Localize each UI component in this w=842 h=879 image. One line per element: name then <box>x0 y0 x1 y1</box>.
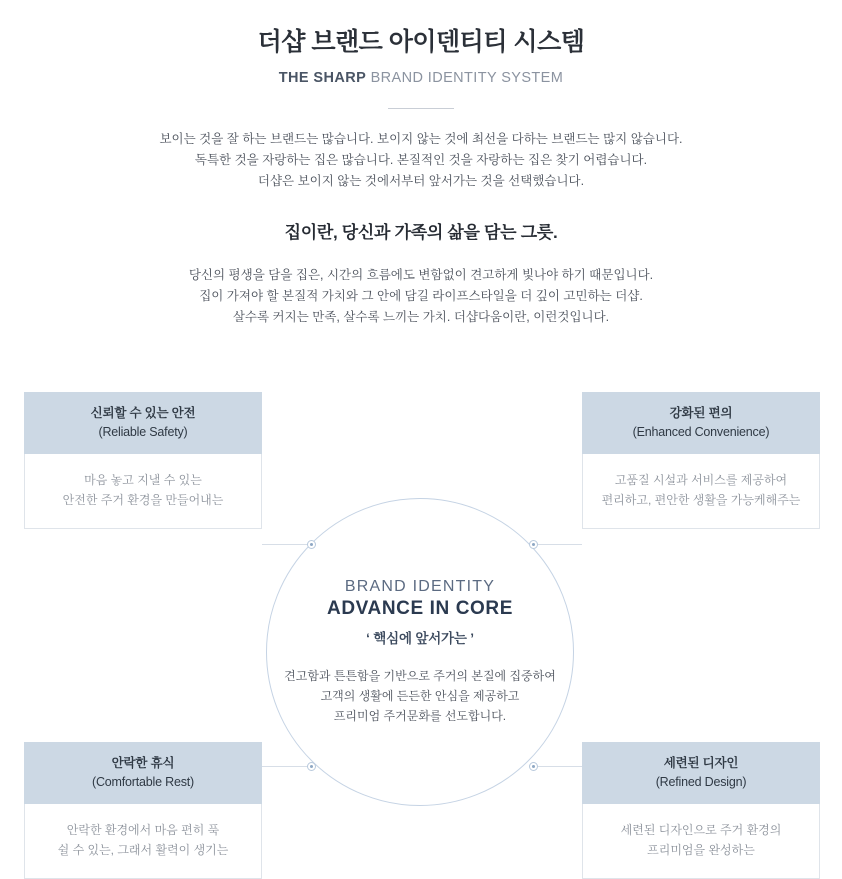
card-reliable-safety-header <box>24 392 262 454</box>
card-refined-design-desc-line-1: 세련된 디자인으로 주거 환경의 <box>620 823 782 837</box>
header-divider <box>388 108 454 109</box>
connector-node-top-left-icon <box>307 540 316 549</box>
card-comfortable-rest-header <box>24 742 262 804</box>
core-description-line-1: 견고함과 튼튼함을 기반으로 주거의 본질에 집중하여 <box>284 669 556 683</box>
card-reliable-safety-desc-line-2: 안전한 주거 환경을 만들어내는 <box>62 493 224 507</box>
intro-line-3: 더샵은 보이지 않는 것에서부터 앞서가는 것을 선택했습니다. <box>257 174 585 188</box>
connector-node-bottom-left-icon <box>307 762 316 771</box>
card-refined-design <box>582 742 820 879</box>
card-refined-design-title-en: (Refined Design) <box>655 775 747 789</box>
card-reliable-safety-title-ko: 신뢰할 수 있는 안전 <box>90 406 196 420</box>
card-comfortable-rest-body <box>24 804 262 879</box>
card-reliable-safety-body <box>24 454 262 529</box>
secondary-line-1: 당신의 평생을 담을 집은, 시간의 흐름에도 변함없이 견고하게 빛나야 하기 때문입니다. <box>188 268 654 282</box>
card-comfortable-rest-desc-line-2: 쉴 수 있는, 그래서 활력이 생기는 <box>57 843 229 857</box>
page-header <box>0 0 842 109</box>
card-comfortable-rest-title-ko: 안락한 휴식 <box>111 756 175 770</box>
card-comfortable-rest-title-en: (Comfortable Rest) <box>92 775 194 789</box>
intro-line-1: 보이는 것을 잘 하는 브랜드는 많습니다. 보이지 않는 것에 최선을 다하는 브랜드는 많지 않습니다. <box>159 132 683 146</box>
connector-node-top-right-icon <box>529 540 538 549</box>
page-title: 더샵 브랜드 아이덴티티 시스템 <box>257 28 585 56</box>
core-description-line-2: 고객의 생활에 든든한 안심을 제공하고 <box>320 689 520 703</box>
secondary-paragraph <box>0 265 842 328</box>
core-description <box>284 666 556 726</box>
card-refined-design-body <box>582 804 820 879</box>
connector-node-bottom-right-icon <box>529 762 538 771</box>
card-comfortable-rest-desc-line-1: 안락한 환경에서 마음 편히 푹 <box>66 823 220 837</box>
page-subtitle-rest: BRAND IDENTITY SYSTEM <box>366 70 564 86</box>
card-refined-design-header <box>582 742 820 804</box>
page-subtitle <box>0 70 842 86</box>
card-enhanced-convenience-body <box>582 454 820 529</box>
core-kicker: BRAND IDENTITY <box>344 578 496 595</box>
core-korean-tagline: ‘ 핵심에 앞서가는 ’ <box>366 631 474 646</box>
intro-paragraph <box>0 129 842 192</box>
intro-line-2: 독특한 것을 자랑하는 집은 많습니다. 본질적인 것을 자랑하는 집은 찾기 어렵습니다. <box>194 153 648 167</box>
card-enhanced-convenience-title-en: (Enhanced Convenience) <box>632 425 770 439</box>
card-reliable-safety-title-en: (Reliable Safety) <box>98 425 188 439</box>
card-refined-design-desc-line-2: 프리미엄을 완성하는 <box>647 843 755 857</box>
card-enhanced-convenience-header <box>582 392 820 454</box>
card-reliable-safety <box>24 392 262 529</box>
card-enhanced-convenience-title-ko: 강화된 편의 <box>669 406 733 420</box>
card-enhanced-convenience-desc-line-1: 고품질 시설과 서비스를 제공하여 <box>614 473 788 487</box>
core-description-line-3: 프리미엄 주거문화를 선도합니다. <box>333 709 507 723</box>
card-enhanced-convenience-desc-line-2: 편리하고, 편안한 생활을 가능케해주는 <box>601 493 801 507</box>
page-subtitle-strong: THE SHARP <box>278 70 367 86</box>
card-comfortable-rest <box>24 742 262 879</box>
card-refined-design-title-ko: 세련된 디자인 <box>663 756 739 770</box>
card-reliable-safety-desc-line-1: 마음 놓고 지낼 수 있는 <box>84 473 202 487</box>
secondary-line-3: 살수록 커지는 만족, 살수록 느끼는 가치. 더샵다움이란, 이런것입니다. <box>232 310 610 324</box>
card-enhanced-convenience <box>582 392 820 529</box>
core-title: ADVANCE IN CORE <box>327 598 513 619</box>
statement-headline: 집이란, 당신과 가족의 삶을 담는 그릇. <box>284 223 558 242</box>
secondary-line-2: 집이 가져야 할 본질적 가치와 그 안에 담길 라이프스타일을 더 깊이 고민하는 더샵. <box>199 289 643 303</box>
brand-identity-diagram <box>0 378 842 875</box>
